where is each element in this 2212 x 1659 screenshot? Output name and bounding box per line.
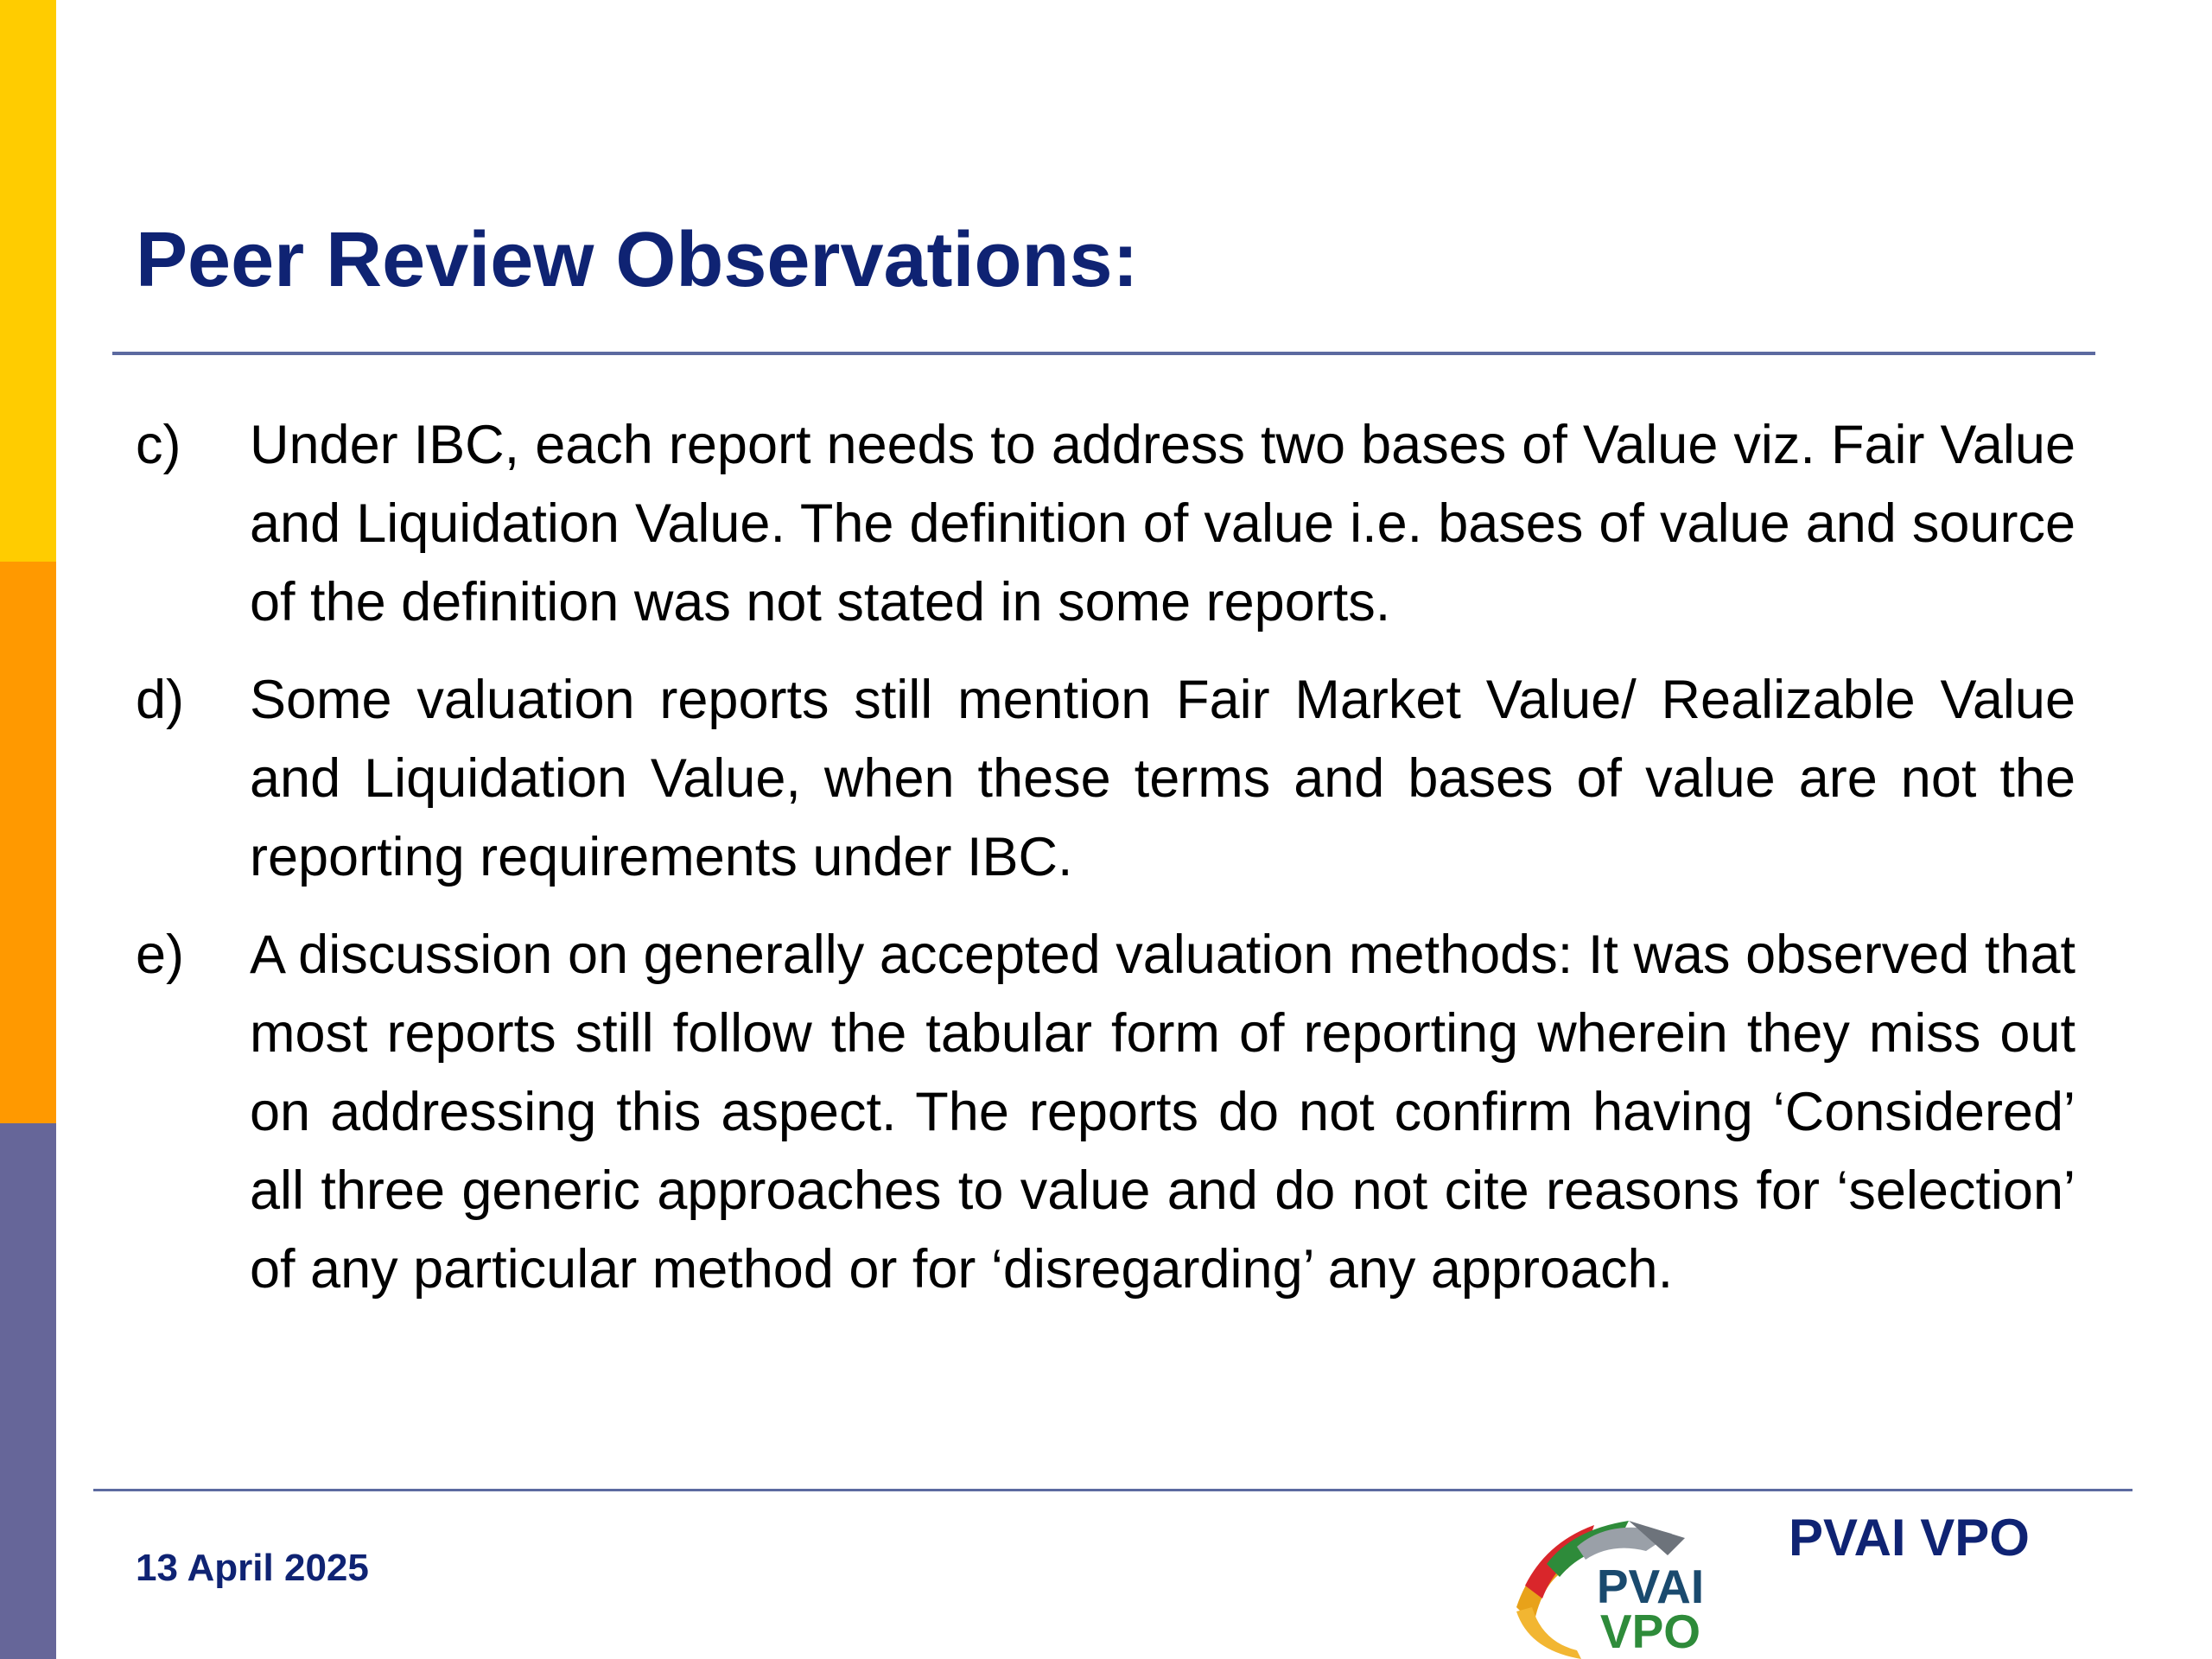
list-text: A discussion on generally accepted valuation methods: It was observed that most reports still follow the tabular form of reporting wherein they miss out on addressing this aspect. The reports do not confirm having ‘Considered’ all three generic approaches to value and do not cite reasons for ‘selection’ of any particular method or for ‘disregarding’ any approach.: [250, 925, 2075, 1300]
list-text: Under IBC, each report needs to address two bases of Value viz. Fair Value and Liquidation Value. The definition of value i.e. bases of value and source of the definition was not stated in some reports.: [250, 415, 2075, 632]
footer-date: 13 April 2025: [136, 1547, 369, 1589]
logo-text-line1: PVAI: [1596, 1560, 1705, 1613]
footer-org-name: PVAI VPO: [1789, 1509, 2030, 1567]
logo-text-line2: VPO: [1599, 1605, 1701, 1658]
list-text: Some valuation reports still mention Fair Market Value/ Realizable Value and Liquidation Value, when these terms and bases of value are not the reporting requirements under IBC.: [250, 670, 2075, 887]
side-bar-orange: [0, 562, 56, 1123]
footer-divider: [93, 1489, 2133, 1491]
list-marker: e): [136, 925, 185, 985]
side-bar-purple: [0, 1123, 56, 1659]
list-item: [136, 661, 2075, 897]
list-item: [136, 406, 2075, 642]
title-divider: [112, 352, 2095, 355]
side-bar-yellow: [0, 0, 56, 562]
logo-text: [1560, 1560, 1741, 1658]
list-item: [136, 916, 2075, 1309]
list-marker: d): [136, 670, 185, 730]
slide-title: Peer Review Observations:: [136, 217, 1139, 303]
list-marker: c): [136, 415, 181, 475]
observations-list: [136, 406, 2075, 1328]
